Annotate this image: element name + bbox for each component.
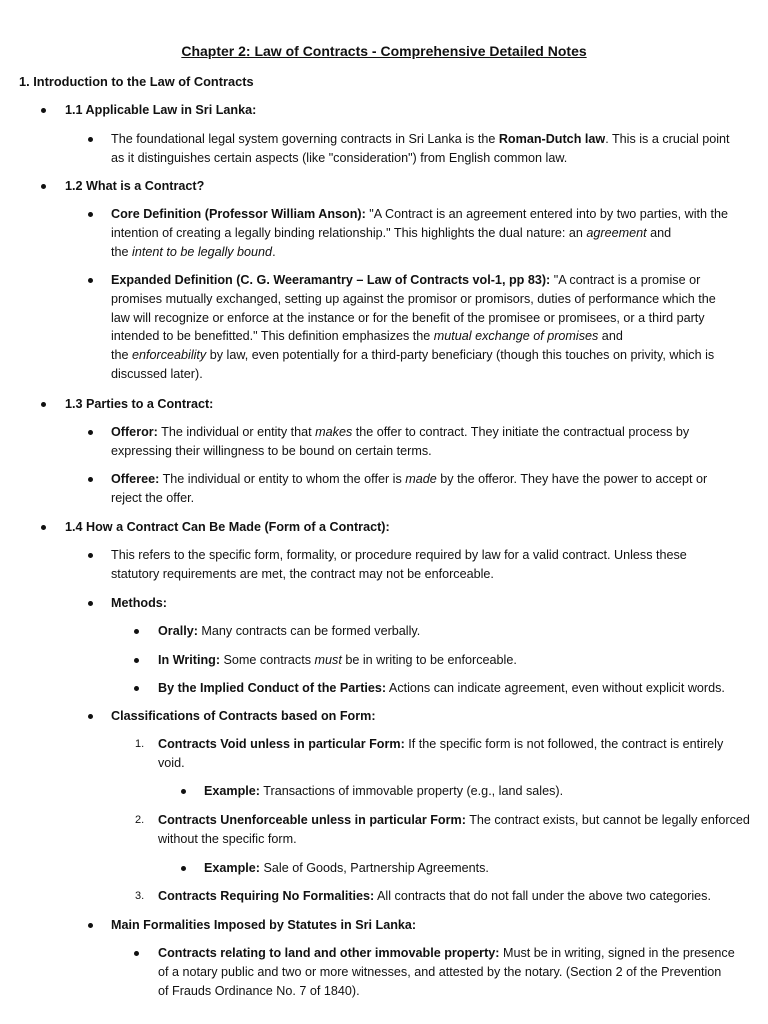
paragraph-form-intro: This refers to the specific form, formality, or procedure required by law for a valid contract. Unless these statutory requirements are met, the contract may not be enforceable. — [111, 548, 687, 581]
classification-no-formalities: Contracts Requiring No Formalities: All contracts that do not fall under the above two categories. — [158, 889, 711, 903]
bullet-icon — [88, 137, 93, 142]
classifications-label: Classifications of Contracts based on Form: — [111, 709, 376, 723]
bullet-icon — [134, 686, 139, 691]
methods-label: Methods: — [111, 596, 167, 610]
list-number: 1. — [135, 738, 145, 750]
bullet-icon — [181, 789, 186, 794]
bullet-icon — [88, 212, 93, 217]
bullet-icon — [134, 658, 139, 663]
formality-land: Contracts relating to land and other immovable property: Must be in writing, signed in the presence of a notary public and two or more witnesses, and attested by the notary. (Section 2 of the Prevention of Frauds Ordinance No. 7 of 1840). — [158, 946, 735, 998]
method-orally: Orally: Many contracts can be formed verbally. — [158, 624, 421, 638]
classification-unenforceable: Contracts Unenforceable unless in particular Form: The contract exists, but cannot be legally enforced without the specific form. — [158, 813, 750, 846]
bullet-icon — [181, 866, 186, 871]
subsection-heading-1-1: 1.1 Applicable Law in Sri Lanka: — [65, 103, 257, 117]
method-implied: By the Implied Conduct of the Parties: Actions can indicate agreement, even without explicit words. — [158, 681, 725, 695]
subsection-heading-1-3: 1.3 Parties to a Contract: — [65, 397, 214, 411]
bullet-icon — [88, 553, 93, 558]
paragraph-core-definition: Core Definition (Professor William Anson): "A Contract is an agreement entered into by two parties, with the intention of creating a legally binding relationship." This highlights the dual nature: an agreement and the intent to be legally bound. — [111, 207, 728, 259]
example-unenforceable: Example: Sale of Goods, Partnership Agreements. — [204, 861, 489, 875]
main-formalities-label: Main Formalities Imposed by Statutes in Sri Lanka: — [111, 918, 417, 932]
bullet-icon — [41, 108, 46, 113]
paragraph-expanded-definition: Expanded Definition (C. G. Weeramantry – Law of Contracts vol-1, pp 83): "A contract is a promise or promises mutually exchanged, setting up against the promisor or promisors, duties of performance which the law will recognize or enforce at the instance or for the benefit of the promisee or promisees, or a third party intended to be benefitted." This definition emphasizes the mutual exchange of promises and the enforceability by law, even potentially for a third-party beneficiary (though this touches on privity, which is discussed later). — [111, 273, 716, 381]
method-writing: In Writing: Some contracts must be in writing to be enforceable. — [158, 653, 517, 667]
bullet-icon — [41, 184, 46, 189]
bullet-icon — [88, 278, 93, 283]
section-heading-1: 1. Introduction to the Law of Contracts — [19, 74, 254, 89]
subsection-heading-1-2: 1.2 What is a Contract? — [65, 179, 205, 193]
bullet-icon — [41, 525, 46, 530]
paragraph-offeree: Offeree: The individual or entity to whom the offer is made by the offeror. They have the power to accept or reject the offer. — [111, 472, 708, 505]
bullet-icon — [88, 714, 93, 719]
paragraph-applicable-law: The foundational legal system governing contracts in Sri Lanka is the Roman-Dutch law. This is a crucial point as it distinguishes certain aspects (like "consideration") from English common law. — [111, 132, 730, 165]
subsection-heading-1-4: 1.4 How a Contract Can Be Made (Form of a Contract): — [65, 520, 390, 534]
classification-void: Contracts Void unless in particular Form: If the specific form is not followed, the contract is entirely void. — [158, 737, 724, 770]
page-title: Chapter 2: Law of Contracts - Comprehensive Detailed Notes — [181, 43, 587, 59]
list-number: 2. — [135, 814, 145, 826]
bullet-icon — [88, 477, 93, 482]
bullet-icon — [134, 629, 139, 634]
example-void: Example: Transactions of immovable property (e.g., land sales). — [204, 784, 564, 798]
bullet-icon — [88, 601, 93, 606]
bullet-icon — [88, 430, 93, 435]
list-number: 3. — [135, 890, 145, 902]
bullet-icon — [134, 951, 139, 956]
paragraph-offeror: Offeror: The individual or entity that makes the offer to contract. They initiate the contractual process by expressing their willingness to be bound on certain terms. — [111, 425, 690, 458]
bullet-icon — [88, 923, 93, 928]
bullet-icon — [41, 402, 46, 407]
